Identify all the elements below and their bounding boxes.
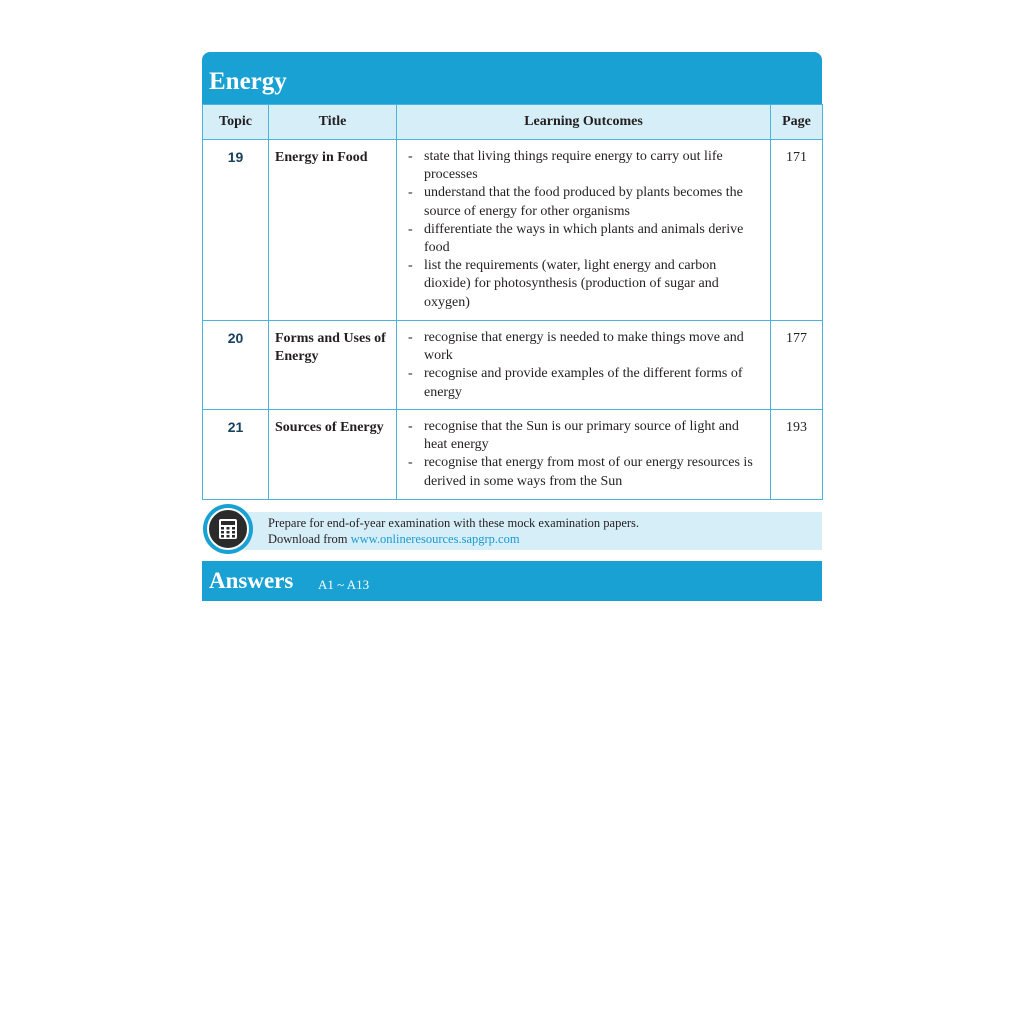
outcome-item: - recognise that energy is needed to make things move and work (403, 329, 764, 365)
topic-number: 21 (203, 410, 269, 500)
topic-title[interactable]: Forms and Uses of Energy (269, 321, 397, 410)
outcome-item: - understand that the food produced by plants becomes the source of energy for other organisms (403, 184, 764, 220)
page-number[interactable]: 177 (771, 321, 823, 410)
page-number[interactable]: 171 (771, 140, 823, 321)
learning-outcomes (397, 140, 771, 321)
table-row (203, 321, 823, 410)
calculator-grid-icon (210, 511, 246, 547)
header-learning-outcomes: Learning Outcomes (397, 105, 771, 140)
answers-page-range[interactable]: A1 ~ A13 (318, 577, 370, 592)
download-line (268, 531, 639, 547)
table-header-row (203, 105, 823, 140)
table-row (203, 410, 823, 500)
topic-number: 19 (203, 140, 269, 321)
topic-title[interactable]: Energy in Food (269, 140, 397, 321)
answers-header (202, 561, 822, 601)
outcome-item: - list the requirements (water, light energy and carbon dioxide) for photosynthesis (production of sugar and oxygen) (403, 257, 764, 312)
outcome-item: - differentiate the ways in which plants and animals derive food (403, 221, 764, 257)
topic-title[interactable]: Sources of Energy (269, 410, 397, 500)
table-row (203, 140, 823, 321)
section-header (202, 52, 822, 104)
download-note (268, 515, 639, 547)
outcome-item: - recognise and provide examples of the different forms of energy (403, 365, 764, 401)
learning-outcomes (397, 410, 771, 500)
outcome-item: - state that living things require energy to carry out life processes (403, 148, 764, 184)
section-title: Energy (209, 68, 287, 95)
header-title: Title (269, 105, 397, 140)
disc-icon (203, 504, 253, 554)
download-link[interactable]: www.onlineresources.sapgrp.com (350, 532, 520, 546)
download-prefix: Download from (268, 532, 348, 546)
outcome-item: - recognise that the Sun is our primary source of light and heat energy (403, 418, 764, 454)
answers-title: Answers (209, 568, 294, 593)
download-description: Prepare for end-of-year examination with these mock examination papers. (268, 516, 640, 530)
page-number[interactable]: 193 (771, 410, 823, 500)
learning-outcomes (397, 321, 771, 410)
outcome-item: - recognise that energy from most of our energy resources is derived in some ways from the Sun (403, 454, 764, 490)
topic-number: 20 (203, 321, 269, 410)
contents-table (202, 104, 823, 500)
header-page: Page (771, 105, 823, 140)
header-topic: Topic (203, 105, 269, 140)
